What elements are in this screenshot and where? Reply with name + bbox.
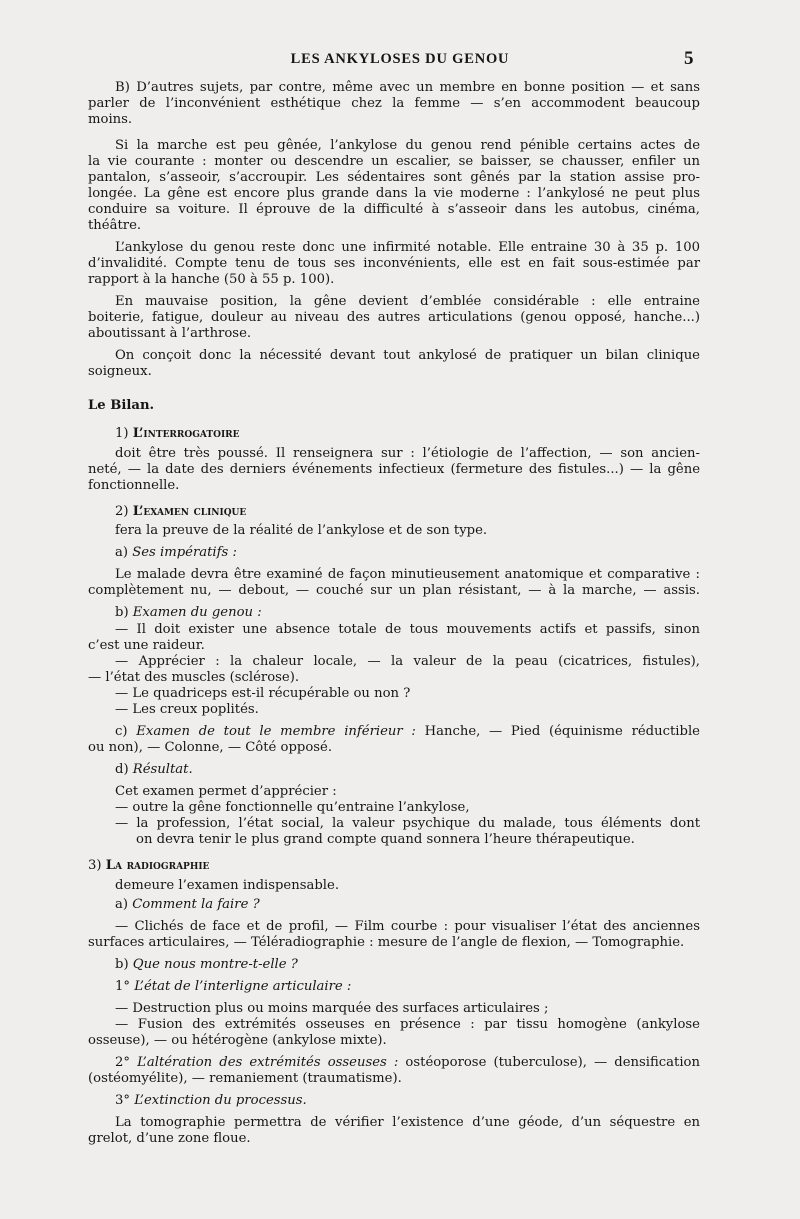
text-line bbox=[115, 724, 700, 740]
text-segment: 3° bbox=[115, 1093, 135, 1108]
text-line: — Le quadriceps est-il récupérable ou non ? bbox=[115, 686, 411, 701]
text-line: on devra tenir le plus grand compte quand sonnera l’heure thérapeutique. bbox=[136, 832, 635, 847]
text-line: doit être très poussé. Il renseignera sur : l’étiologie de l’affection, — son ancien- bbox=[115, 446, 700, 461]
text-line: B) D’autres sujets, par contre, même avec un membre en bonne position — et sans bbox=[115, 80, 700, 95]
text-line: (ostéomyélite), — remaniement (traumatisme). bbox=[88, 1071, 402, 1086]
text-segment: L’extinction du processus. bbox=[134, 1093, 307, 1108]
text-segment: Résultat. bbox=[132, 762, 193, 777]
text-line bbox=[115, 762, 700, 778]
text-segment: 3) bbox=[88, 858, 106, 873]
text-segment: ostéoporose (tuberculose), — densification bbox=[398, 1055, 700, 1070]
text-line: La tomographie permettra de vérifier l’existence d’une géode, d’un séquestre en bbox=[115, 1115, 700, 1130]
text-segment: b) bbox=[115, 957, 133, 972]
text-line: — Apprécier : la chaleur locale, — la valeur de la peau (cicatrices, fistules), bbox=[115, 654, 700, 669]
text-line bbox=[115, 504, 700, 520]
text-line: surfaces articulaires, — Téléradiographie : mesure de l’angle de flexion, — Tomographie. bbox=[88, 935, 685, 950]
text-segment: Comment la faire ? bbox=[132, 897, 260, 912]
text-line: moins. bbox=[88, 112, 133, 127]
text-line bbox=[115, 897, 700, 913]
text-line: neté, — la date des derniers événements infectieux (fermeture des fistules...) — la gêne bbox=[88, 462, 700, 477]
text-segment: 1° bbox=[115, 979, 135, 994]
text-segment: d) bbox=[115, 762, 133, 777]
page-number: 5 bbox=[684, 48, 694, 69]
text-line: d’invalidité. Compte tenu de tous ses inconvénients, elle est en fait sous-estimée par bbox=[88, 256, 700, 271]
text-line bbox=[115, 605, 700, 621]
text-line: complètement nu, — debout, — couché sur un plan résistant, — à la marche, — assis. bbox=[88, 583, 700, 598]
text-line bbox=[115, 1093, 700, 1109]
text-line: fonctionnelle. bbox=[88, 478, 180, 493]
text-line: théâtre. bbox=[88, 218, 142, 233]
running-header: LES ANKYLOSES DU GENOU bbox=[290, 51, 510, 67]
text-line bbox=[115, 1055, 700, 1071]
text-segment: L’état de l’interligne articulaire : bbox=[134, 979, 352, 994]
text-segment: L’interrogatoire bbox=[132, 426, 240, 441]
text-line: — l’état des muscles (sclérose). bbox=[88, 670, 300, 685]
text-segment: Examen du genou : bbox=[132, 605, 262, 620]
text-segment: La radiographie bbox=[105, 858, 210, 873]
text-line: — outre la gêne fonctionnelle qu’entraine l’ankylose, bbox=[115, 800, 470, 815]
text-line bbox=[115, 426, 700, 442]
text-line: — Il doit exister une absence totale de tous mouvements actifs et passifs, sinon bbox=[115, 622, 700, 637]
text-line: grelot, d’une zone floue. bbox=[88, 1131, 251, 1146]
text-line: aboutissant à l’arthrose. bbox=[88, 326, 252, 341]
text-line: rapport à la hanche (50 à 55 p. 100). bbox=[88, 272, 335, 287]
text-line: ou non), — Colonne, — Côté opposé. bbox=[88, 740, 333, 755]
text-segment: Examen de tout le membre inférieur : bbox=[136, 724, 416, 739]
text-line: fera la preuve de la réalité de l’ankylose et de son type. bbox=[115, 523, 488, 538]
text-line: Le malade devra être examiné de façon minutieusement anatomique et comparative : bbox=[115, 567, 700, 582]
text-line: Cet examen permet d’apprécier : bbox=[115, 784, 337, 799]
text-segment: 1) bbox=[115, 426, 133, 441]
text-segment: a) bbox=[115, 897, 133, 912]
text-line: c’est une raideur. bbox=[88, 638, 205, 653]
text-line: — Les creux poplités. bbox=[115, 702, 259, 717]
text-line: longée. La gêne est encore plus grande dans la vie moderne : l’ankylosé ne peut plus bbox=[88, 186, 700, 201]
text-segment: b) bbox=[115, 605, 133, 620]
text-line: Si la marche est peu gênée, l’ankylose du genou rend pénible certains actes de bbox=[115, 138, 700, 153]
text-line: — Clichés de face et de profil, — Film courbe : pour visualiser l’état des anciennes bbox=[115, 919, 700, 934]
text-segment: 2) bbox=[115, 504, 133, 519]
text-line bbox=[115, 957, 700, 973]
text-line: parler de l’inconvénient esthétique chez la femme — s’en accommodent beaucoup bbox=[88, 96, 700, 111]
text-segment: L’altération des extrémités osseuses : bbox=[137, 1055, 399, 1070]
text-line: — Destruction plus ou moins marquée des surfaces articulaires ; bbox=[115, 1001, 549, 1016]
text-line: Le Bilan. bbox=[88, 398, 155, 413]
text-line: — la profession, l’état social, la valeur psychique du malade, tous éléments dont bbox=[115, 816, 700, 831]
text-line: boiterie, fatigue, douleur au niveau des autres articulations (genou opposé, hanche...) bbox=[88, 310, 700, 325]
text-line bbox=[88, 858, 700, 874]
text-line: L’ankylose du genou reste donc une infirmité notable. Elle entraine 30 à 35 p. 100 bbox=[115, 240, 700, 255]
text-line: pantalon, s’asseoir, s’accroupir. Les sédentaires sont gênés par la station assise pro- bbox=[88, 170, 700, 185]
text-line: la vie courante : monter ou descendre un escalier, se baisser, se chausser, enfiler un bbox=[88, 154, 700, 169]
text-segment: L’examen clinique bbox=[132, 504, 247, 519]
text-line: — Fusion des extrémités osseuses en présence : par tissu homogène (ankylose bbox=[115, 1017, 700, 1032]
text-line bbox=[115, 545, 700, 561]
text-line: soigneux. bbox=[88, 364, 152, 379]
text-segment: c) bbox=[115, 724, 137, 739]
text-line: conduire sa voiture. Il éprouve de la difficulté à s’asseoir dans les autobus, cinéma, bbox=[88, 202, 700, 217]
text-segment: a) bbox=[115, 545, 133, 560]
text-segment: 2° bbox=[115, 1055, 138, 1070]
text-line: On conçoit donc la nécessité devant tout ankylosé de pratiquer un bilan clinique bbox=[115, 348, 700, 363]
text-line: demeure l’examen indispensable. bbox=[115, 878, 340, 893]
text-line: En mauvaise position, la gêne devient d’emblée considérable : elle entraine bbox=[115, 294, 700, 309]
text-line: osseuse), — ou hétérogène (ankylose mixte). bbox=[88, 1033, 387, 1048]
text-line bbox=[115, 979, 700, 995]
text-segment: Que nous montre-t-elle ? bbox=[132, 957, 298, 972]
text-segment: Hanche, — Pied (équinisme réductible bbox=[415, 724, 700, 739]
text-segment: Ses impératifs : bbox=[132, 545, 237, 560]
